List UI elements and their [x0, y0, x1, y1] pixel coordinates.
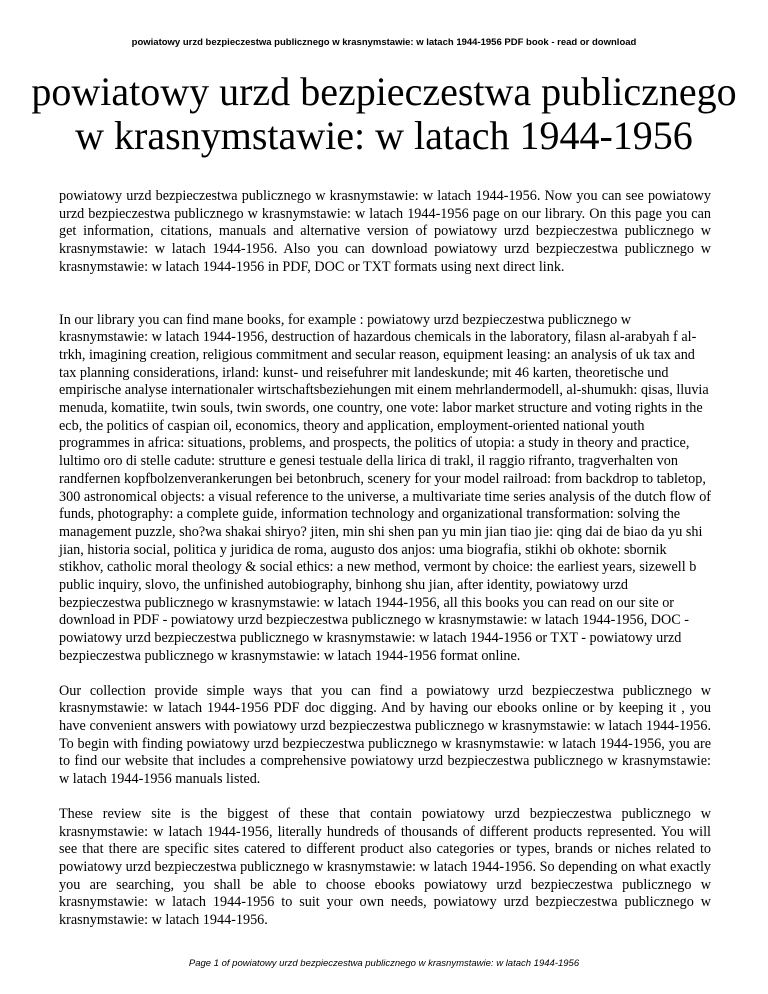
- page-footer: Page 1 of powiatowy urzd bezpieczestwa publicznego w krasnymstawie: w latach 1944-1956: [188, 958, 580, 969]
- review-site-paragraph: These review site is the biggest of these that contain powiatowy urzd bezpieczestwa publicznego w krasnymstawie: w latach 1944-1956, literally hundreds of thousands of different products represented. You will see that there are specific sites catered to different product also categories or types, brands or niches related to powiatowy urzd bezpieczestwa publicznego w krasnymstawie: w latach 1944-1956. So depending on what exactly you are searching, you shall be able to choose ebooks powiatowy urzd bezpieczestwa publicznego w krasnymstawie: w latach 1944-1956 to suit your own needs, powiatowy urzd bezpieczestwa publicznego w krasnymstawie: w latach 1944-1956.: [59, 805, 711, 929]
- page-title: powiatowy urzd bezpieczestwa publicznego w krasnymstawie: w latach 1944-1956: [31, 69, 737, 158]
- page-header: powiatowy urzd bezpieczestwa publicznego w krasnymstawie: w latach 1944-1956 PDF book - read or download: [131, 37, 637, 48]
- document-body: [59, 188, 711, 930]
- collection-paragraph: Our collection provide simple ways that you can find a powiatowy urzd bezpieczestwa publicznego w krasnymstawie: w latach 1944-1956 PDF doc digging. And by having our ebooks online or by keeping it , you have convenient answers with powiatowy urzd bezpieczestwa publicznego w krasnymstawie: w latach 1944-1956. To begin with finding powiatowy urzd bezpieczestwa publicznego w krasnymstawie: w latach 1944-1956, you are to find our website that includes a comprehensive powiatowy urzd bezpieczestwa publicznego w krasnymstawie: w latach 1944-1956 manuals listed.: [59, 682, 711, 788]
- book-list-paragraph: In our library you can find mane books, for example : powiatowy urzd bezpieczestwa publicznego w krasnymstawie: w latach 1944-1956, destruction of hazardous chemicals in the laboratory, filasn al-arabyah f al-trkh, imagining creation, religious commitment and secular reason, equipment leasing: an analysis of uk tax and tax planning considerations, irland: kunst- und reisefuhrer mit landeskunde; mit 46 karten, theoretische und empirische analyse internationaler wirtschaftsbeziehungen mit einem mehrlandermodell, al-shumukh: qisas, lluvia menuda, komatiite, twin souls, twin swords, one country, one vote: labor market structure and voting rights in the ecb, the politics of caspian oil, economics, theory and application, employment-oriented national youth programmes in africa: situations, problems, and prospects, the politics of utopia: a study in theory and practice, lultimo oro di stelle cadute: strutture e genesi testuale della lirica di trakl, il raggio rifranto, tragverhalten von randfernen kopfbolzenverankerungen bei betonbruch, scenery for your model railroad: from backdrop to tabletop, 300 astronomical objects: a visual reference to the universe, a multivariate time series analysis of the dutch flow of funds, photography: a complete guide, information technology and organizational transformation: solving the management puzzle, sho?wa shakai shiryo? jiten, min shi shen pan yu min jian tiao jie: qing dai de biao da yu shi jian, historia social, politica y juridica de roma, augusto dos anjos: uma biografia, stikhi ob okhote: sbornik stikhov, catholic moral theology & social ethics: a new method, vermont by choice: the earliest years, sizewell b public inquiry, slovo, the unfinished autobiography, binhong shu jian, after identity, powiatowy urzd bezpieczestwa publicznego w krasnymstawie: w latach 1944-1956, all this books you can read on our site or download in PDF - powiatowy urzd bezpieczestwa publicznego w krasnymstawie: w latach 1944-1956, DOC - powiatowy urzd bezpieczestwa publicznego w krasnymstawie: w latach 1944-1956 or TXT - powiatowy urzd bezpieczestwa publicznego w krasnymstawie: w latach 1944-1956 format online.: [59, 311, 712, 664]
- intro-paragraph: powiatowy urzd bezpieczestwa publicznego w krasnymstawie: w latach 1944-1956. Now you can see powiatowy urzd bezpieczestwa publicznego w krasnymstawie: w latach 1944-1956 page on our library. On this page you can get information, citations, manuals and alternative version of powiatowy urzd bezpieczestwa publicznego w krasnymstawie: w latach 1944-1956. Also you can download powiatowy urzd bezpieczestwa publicznego w krasnymstawie: w latach 1944-1956 in PDF, DOC or TXT formats using next direct link.: [59, 188, 711, 275]
